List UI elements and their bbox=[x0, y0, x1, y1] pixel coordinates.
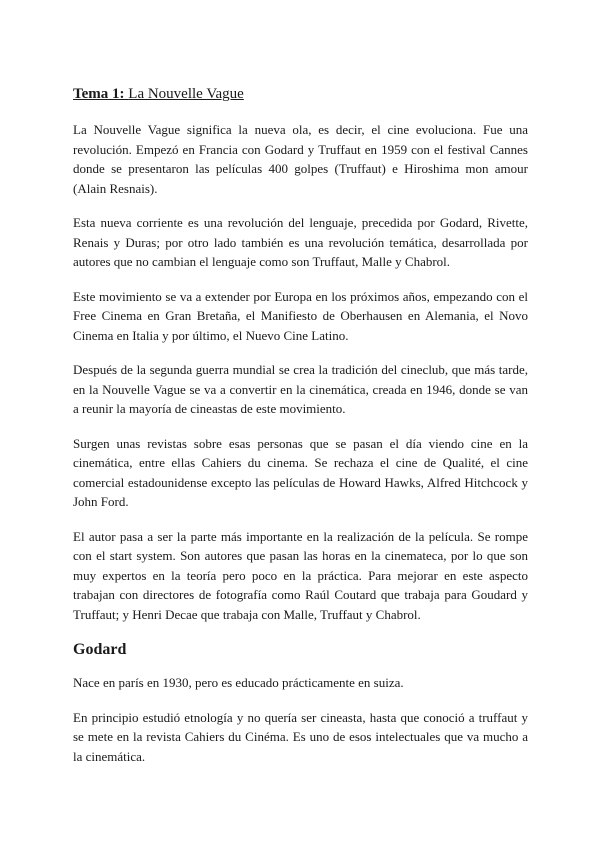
title-prefix: Tema 1: bbox=[73, 86, 125, 102]
paragraph: Este movimiento se va a extender por Europa en los próximos años, empezando con el Free Cinema en Gran Bretaña, el Manifiesto de Oberhausen en Alemania, el Novo Cinema en Italia y por último, el Nuevo Cine Latino. bbox=[73, 288, 528, 343]
paragraph: Nace en parís en 1930, pero es educado prácticamente en suiza. bbox=[73, 675, 404, 690]
paragraph: El autor pasa a ser la parte más importante en la realización de la película. Se rompe con el start system. Son autores que pasan las horas en la cinemateca, por lo que son muy expertos en la teoría pero poco en la práctica. Para mejorar en este aspecto trabajan con directores de fotografía como Raúl Coutard que trabaja para Goudard y Truffaut; y Henri Decae que trabaja con Malle, Truffaut y Chabrol. bbox=[73, 528, 528, 622]
section-heading-godard: Godard bbox=[73, 641, 127, 658]
paragraph: Después de la segunda guerra mundial se crea la tradición del cineclub, que más tarde, en la Nouvelle Vague se va a convertir en la cinemática, creada en 1946, donde se van a reunir la mayoría de cineastas de este movimiento. bbox=[73, 362, 528, 416]
document-page bbox=[73, 84, 528, 781]
title-text: La Nouvelle Vague bbox=[128, 86, 244, 102]
paragraph: Surgen unas revistas sobre esas personas que se pasan el día viendo cine en la cinemática, entre ellas Cahiers du cinema. Se rechaza el cine de Qualité, el cine comercial estadounidense excepto las películas de Howard Hawks, Alfred Hitchcock y John Ford. bbox=[73, 435, 528, 509]
paragraph: Esta nueva corriente es una revolución del lenguaje, precedida por Godard, Rivette, Renais y Duras; por otro lado también es una revolución temática, desarrollada por autores que no cambian el lenguaje como son Truffaut, Malle y Chabrol. bbox=[73, 215, 528, 269]
document-title bbox=[73, 84, 528, 104]
paragraph: En principio estudió etnología y no quería ser cineasta, hasta que conoció a truffaut y se mete en la revista Cahiers du Cinéma. Es uno de esos intelectuales que va mucho a la cinemática. bbox=[73, 709, 528, 764]
paragraph: La Nouvelle Vague significa la nueva ola, es decir, el cine evoluciona. Fue una revolución. Empezó en Francia con Godard y Truffaut en 1959 con el festival Cannes donde se presentaron las películas 400 golpes (Truffaut) e Hiroshima mon amour (Alain Resnais). bbox=[73, 122, 528, 196]
